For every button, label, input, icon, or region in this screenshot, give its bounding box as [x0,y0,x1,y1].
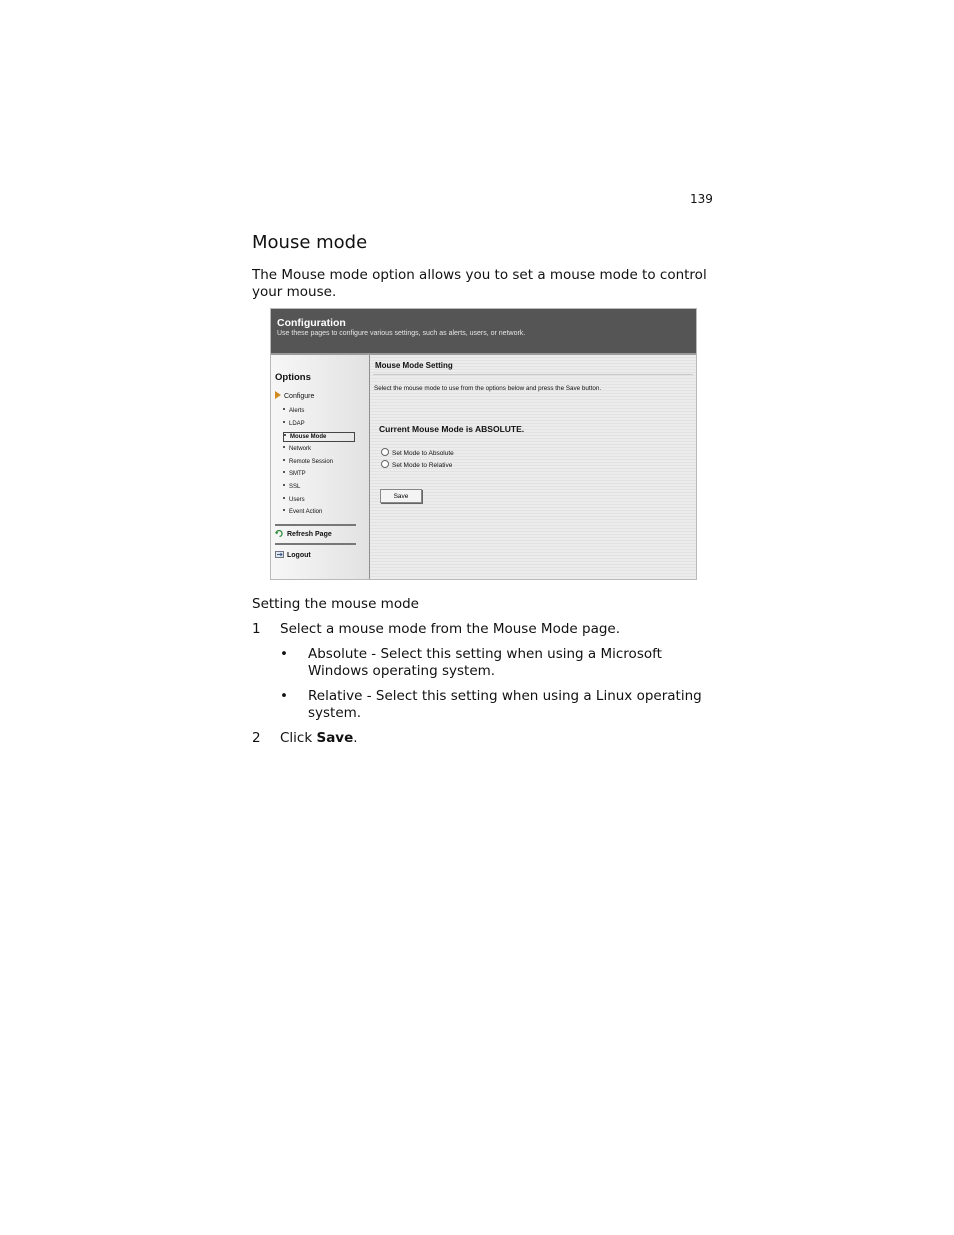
bullet-icon: • [280,646,288,662]
sidebar-configure[interactable] [275,391,314,400]
configuration-header [271,309,696,355]
bullet-icon [283,509,285,511]
sidebar-item-ssl[interactable]: SSL [283,481,355,494]
step-text: Select a mouse mode from the Mouse Mode page. [280,621,621,637]
refresh-page-link[interactable]: Refresh Page [275,530,332,538]
triangle-right-icon [275,391,281,399]
title-divider [373,374,693,375]
sidebar-divider [275,543,356,545]
refresh-icon [275,530,284,537]
mouse-mode-description: Select the mouse mode to use from the options below and press the Save button. [374,385,602,392]
sidebar-item-network[interactable]: Network [283,443,355,456]
bullet-icon [283,421,285,423]
sidebar-item-remote-session[interactable]: Remote Session [283,456,355,469]
bullet-text: Relative - Select this setting when using a Linux operating system. [308,688,702,721]
sidebar-item-mouse-mode[interactable]: Mouse Mode [283,432,355,442]
bullet-icon [283,471,285,473]
mouse-mode-setting-title: Mouse Mode Setting [375,361,453,370]
step-number: 2 [252,730,261,746]
configure-label: Configure [284,393,315,400]
configuration-screenshot [270,308,697,580]
options-label: Options [275,372,311,383]
configuration-subtitle: Use these pages to configure various settings, such as alerts, users, or network. [277,330,526,337]
bullet-icon [283,484,285,486]
logout-icon [275,551,284,558]
intro-paragraph: The Mouse mode option allows you to set a mouse mode to control your mouse. [252,267,707,300]
step-text: Click Save. [280,730,358,746]
sidebar-item-smtp[interactable]: SMTP [283,468,355,481]
section-title: Mouse mode [252,232,368,253]
sidebar-item-ldap[interactable]: LDAP [283,418,355,431]
sidebar-nav-list [283,405,355,519]
bullet-icon [283,446,285,448]
step-number: 1 [252,621,261,637]
save-keyword: Save [316,730,354,746]
bullet-icon [283,459,285,461]
sidebar-item-event-action[interactable]: Event Action [283,506,355,519]
sidebar-item-users[interactable]: Users [283,494,355,507]
bullet-icon: • [280,688,288,704]
sidebar-divider [275,524,356,526]
page-number: 139 [690,192,713,206]
options-sidebar [271,355,370,579]
bullet-text: Absolute - Select this setting when using a Microsoft Windows operating system. [308,646,662,679]
configuration-title: Configuration [277,317,346,329]
figure-caption: Setting the mouse mode [252,596,419,612]
current-mouse-mode: Current Mouse Mode is ABSOLUTE. [379,424,525,434]
logout-link[interactable]: Logout [275,551,311,559]
mouse-mode-panel [370,355,696,579]
bullet-icon [283,497,285,499]
radio-absolute[interactable] [381,448,389,456]
sidebar-item-alerts[interactable]: Alerts [283,405,355,418]
radio-absolute-row[interactable]: Set Mode to Absolute [381,448,454,457]
bullet-icon [283,408,285,410]
bullet-icon [284,434,286,436]
save-button[interactable]: Save [380,489,422,503]
radio-relative-row[interactable]: Set Mode to Relative [381,460,452,469]
radio-relative[interactable] [381,460,389,468]
